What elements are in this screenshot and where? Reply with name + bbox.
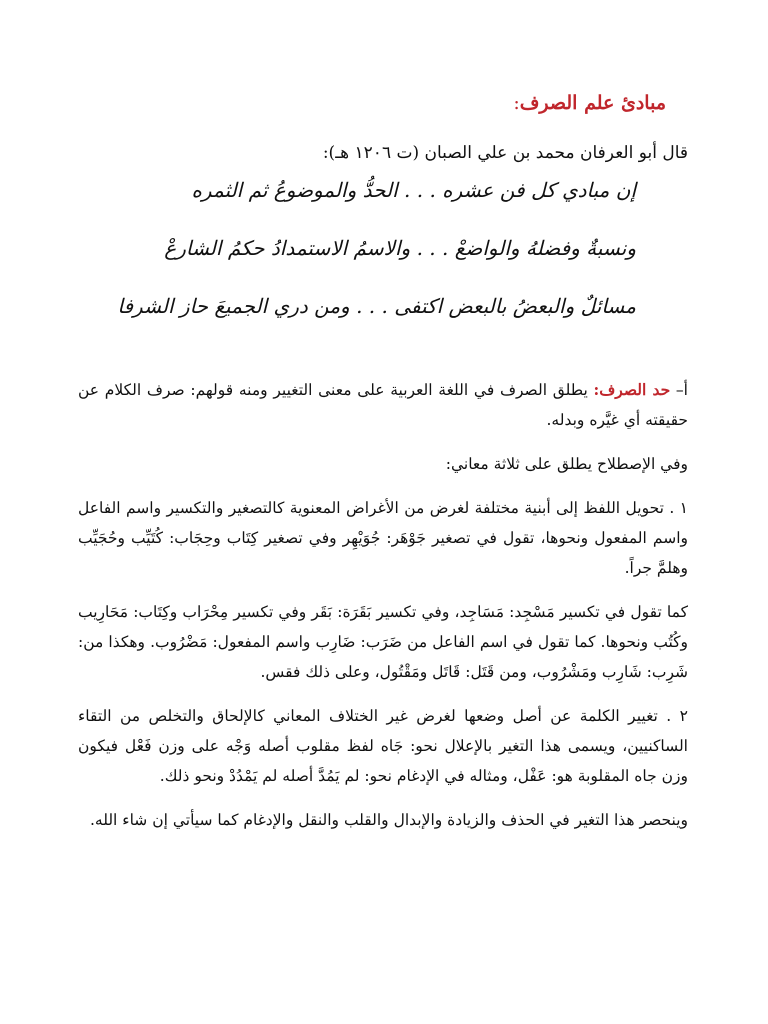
definition-prefix: أ– [675, 381, 688, 399]
section-title-colon: : [513, 92, 520, 114]
paragraph: وفي الإصطلاح يطلق على ثلاثة معاني: [445, 455, 688, 473]
definition-heading: حد الصرف: [593, 380, 671, 399]
intro-line: قال أبو العرفان محمد بن علي الصبان (ت ١٢٠٦ هـ): [322, 143, 688, 163]
definition-text: يطلق الصرف في اللغة العربية على معنى التغيير ومنه قولهم: صرف الكلام عن حقيقته أي غيَّره وبدله. [78, 381, 688, 429]
section-title [78, 86, 666, 120]
verse-line: مسائلٌ والبعضُ بالبعض اكتفى . . . ومن دري الجميعَ حاز الشرفا [117, 294, 636, 318]
paragraph: ١ . تحويل اللفظ إلى أبنية مختلفة لغرض من الأغراض المعنوية كالتصغير والتكسير واسم الفاعل واسم المفعول ونحوها، تقول في تصغير جَوْهَر: جُوَيْهِر وفي تصغير كِتَاب وحِجَاب: كُتَيِّب وحُجَيِّب وهلمَّ جراً. [78, 499, 688, 577]
paragraph: كما تقول في تكسير مَسْجِد: مَسَاجِد، وفي تكسير بَقَرَة: بَقَر وفي تكسير مِحْرَاب وكِتَاب: مَحَارِيب وكُتُب ونحوها. كما تقول في اسم الفاعل من ضَرَب: ضَارِب واسم المفعول: مَضْرُوب. وهكذا من: شَرِب: شَارِب ومَشْرُوب، ومن قَتَل: قَاتَل ومَقْتُول، وعلى ذلك فقس. [78, 603, 688, 681]
definition-paragraph [78, 375, 688, 435]
verse-line: إن مبادي كل فن عشره . . . الحدُّ والموضوعُ ثم الثمره [191, 178, 636, 202]
verse-line: ونسبةٌ وفضلهُ والواضعْ . . . والاسمُ الاستمدادُ حكمُ الشارعْ [164, 236, 636, 260]
paragraph: ٢ . تغيير الكلمة عن أصل وضعها لغرض غير الختلاف المعاني كالإلحاق والتخلص من التقاء الساكنيين، ويسمى هذا التغير بالإعلال نحو: جَاه لفظ مقلوب أصله وَجْه على وزن فَعْل فيكون وزن جاه المقلوبة هو: عَفْل، ومثاله في الإدغام نحو: لم يَمُدَّ أصله لم يَمْدُدْ ونحو ذلك. [78, 707, 688, 785]
poem-verses [78, 176, 636, 320]
paragraph: وينحصر هذا التغير في الحذف والزيادة والإبدال والقلب والنقل والإدغام كما سيأتي إن شاء الله. [89, 811, 688, 829]
section-title-text: مبادئ علم الصرف [519, 92, 666, 114]
